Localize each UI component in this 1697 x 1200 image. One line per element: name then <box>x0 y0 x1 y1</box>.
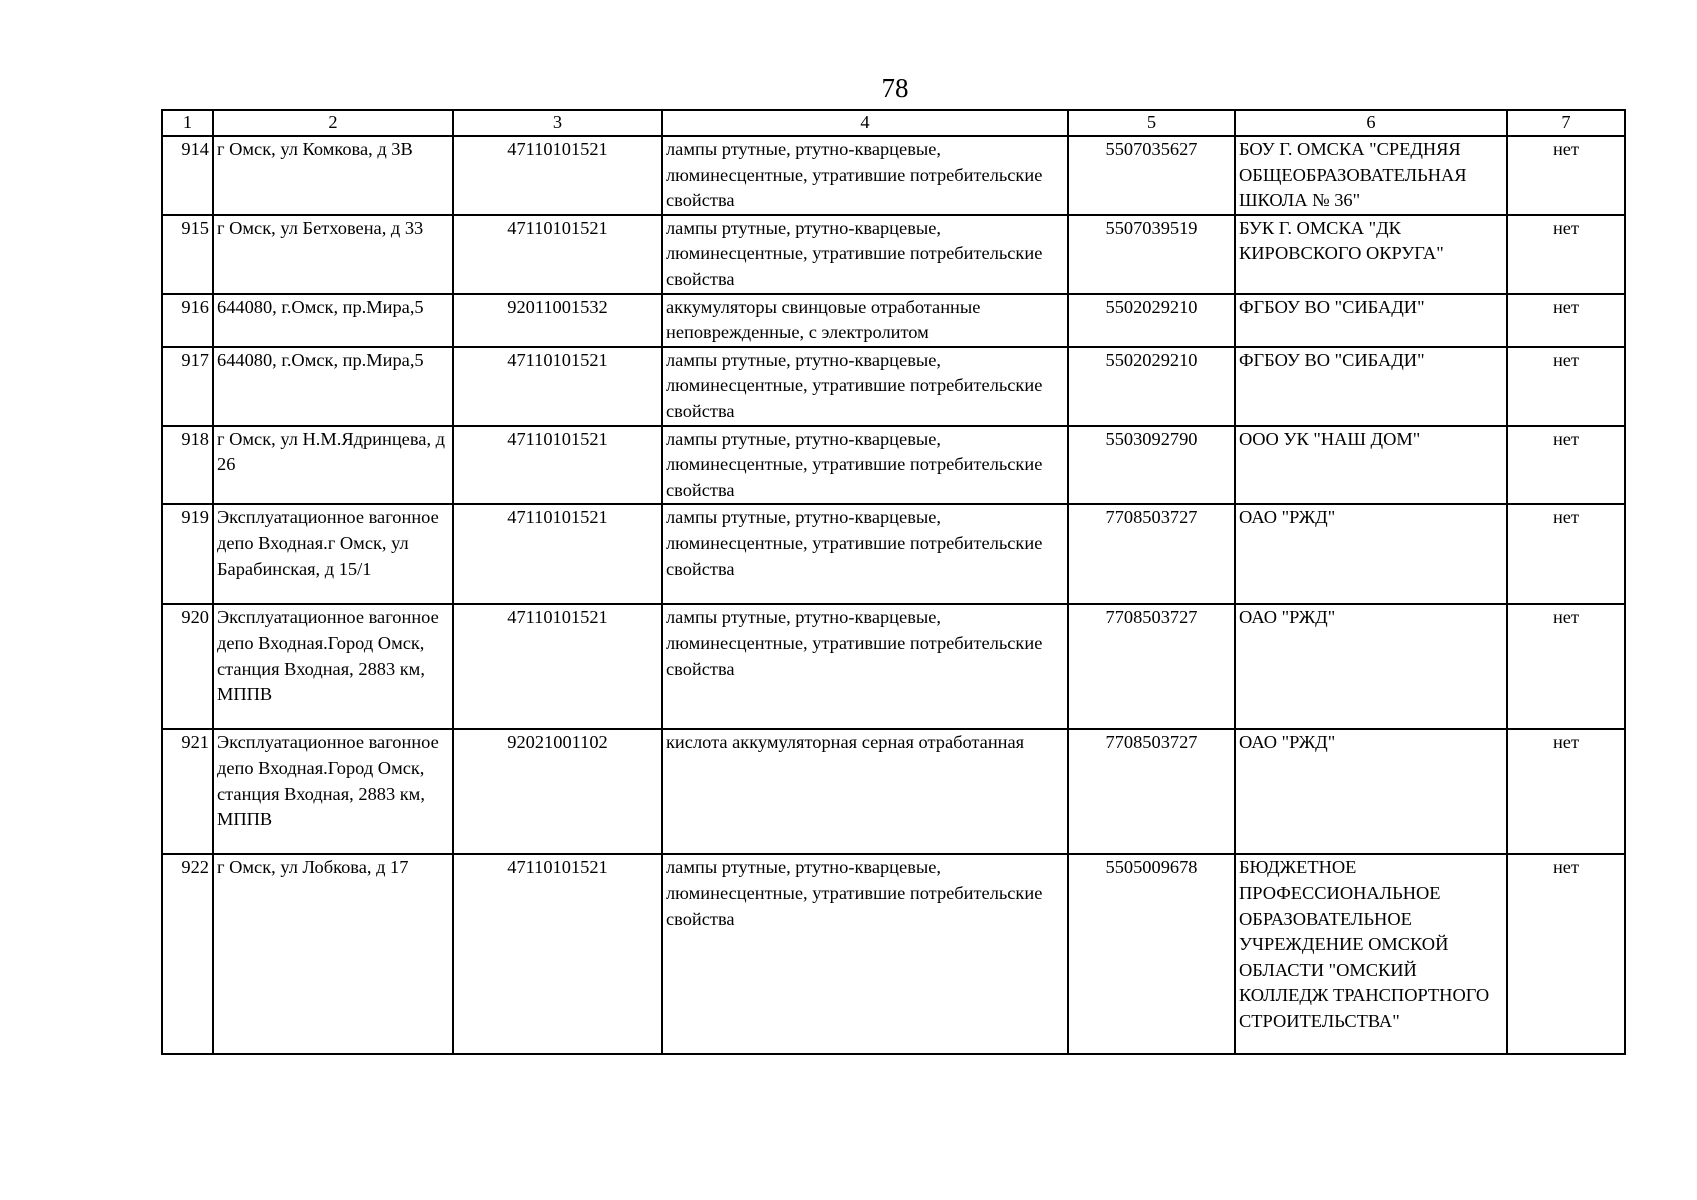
column-header-7: 7 <box>1507 110 1625 136</box>
flag-value: нет <box>1507 504 1625 604</box>
waste-code: 47110101521 <box>453 136 662 215</box>
organization-name: ОАО "РЖД" <box>1235 604 1507 729</box>
object-address: Эксплуатационное вагонное депо Входная.Город Омск, станция Входная, 2883 км, МППВ <box>213 604 453 729</box>
inn: 5503092790 <box>1068 426 1235 505</box>
waste-code: 47110101521 <box>453 215 662 294</box>
page-number: 78 <box>881 73 909 103</box>
organization-name: ОАО "РЖД" <box>1235 729 1507 854</box>
object-address: 644080, г.Омск, пр.Мира,5 <box>213 294 453 347</box>
flag-value: нет <box>1507 729 1625 854</box>
waste-code: 47110101521 <box>453 854 662 1054</box>
inn: 5507035627 <box>1068 136 1235 215</box>
inn: 7708503727 <box>1068 504 1235 604</box>
inn: 5507039519 <box>1068 215 1235 294</box>
waste-code: 47110101521 <box>453 347 662 426</box>
inn: 7708503727 <box>1068 729 1235 854</box>
waste-name: лампы ртутные, ртутно-кварцевые, люминесцентные, утратившие потребительские свойства <box>662 604 1068 729</box>
organization-name: БЮДЖЕТНОЕ ПРОФЕССИОНАЛЬНОЕ ОБРАЗОВАТЕЛЬНОЕ УЧРЕЖДЕНИЕ ОМСКОЙ ОБЛАСТИ "ОМСКИЙ КОЛЛЕДЖ ТРАНСПОРТНОГО СТРОИТЕЛЬСТВА" <box>1235 854 1507 1054</box>
waste-name: лампы ртутные, ртутно-кварцевые, люминесцентные, утратившие потребительские свойства <box>662 215 1068 294</box>
organization-name: БУК Г. ОМСКА "ДК КИРОВСКОГО ОКРУГА" <box>1235 215 1507 294</box>
table-row <box>162 426 1625 505</box>
column-number-row <box>162 110 1625 136</box>
waste-register-table <box>161 109 1626 1055</box>
organization-name: ФГБОУ ВО "СИБАДИ" <box>1235 347 1507 426</box>
table-row <box>162 604 1625 729</box>
organization-name: БОУ Г. ОМСКА "СРЕДНЯЯ ОБЩЕОБРАЗОВАТЕЛЬНАЯ ШКОЛА № 36" <box>1235 136 1507 215</box>
table-row <box>162 294 1625 347</box>
flag-value: нет <box>1507 215 1625 294</box>
column-header-2: 2 <box>213 110 453 136</box>
inn: 7708503727 <box>1068 604 1235 729</box>
row-number: 915 <box>162 215 213 294</box>
object-address: г Омск, ул Комкова, д 3В <box>213 136 453 215</box>
waste-code: 47110101521 <box>453 604 662 729</box>
flag-value: нет <box>1507 136 1625 215</box>
flag-value: нет <box>1507 604 1625 729</box>
waste-name: лампы ртутные, ртутно-кварцевые, люминесцентные, утратившие потребительские свойства <box>662 426 1068 505</box>
object-address: г Омск, ул Н.М.Ядринцева, д 26 <box>213 426 453 505</box>
flag-value: нет <box>1507 854 1625 1054</box>
column-header-6: 6 <box>1235 110 1507 136</box>
column-header-4: 4 <box>662 110 1068 136</box>
waste-code: 47110101521 <box>453 426 662 505</box>
flag-value: нет <box>1507 426 1625 505</box>
object-address: г Омск, ул Бетховена, д 33 <box>213 215 453 294</box>
waste-code: 92011001532 <box>453 294 662 347</box>
organization-name: ФГБОУ ВО "СИБАДИ" <box>1235 294 1507 347</box>
row-number: 916 <box>162 294 213 347</box>
row-number: 919 <box>162 504 213 604</box>
inn: 5502029210 <box>1068 294 1235 347</box>
row-number: 917 <box>162 347 213 426</box>
column-header-3: 3 <box>453 110 662 136</box>
table-row <box>162 347 1625 426</box>
waste-name: кислота аккумуляторная серная отработанная <box>662 729 1068 854</box>
table-row <box>162 729 1625 854</box>
table-row <box>162 854 1625 1054</box>
object-address: Эксплуатационное вагонное депо Входная.г Омск, ул Барабинская, д 15/1 <box>213 504 453 604</box>
row-number: 918 <box>162 426 213 505</box>
row-number: 914 <box>162 136 213 215</box>
column-header-1: 1 <box>162 110 213 136</box>
inn: 5502029210 <box>1068 347 1235 426</box>
waste-name: лампы ртутные, ртутно-кварцевые, люминесцентные, утратившие потребительские свойства <box>662 136 1068 215</box>
table-row <box>162 504 1625 604</box>
row-number: 920 <box>162 604 213 729</box>
flag-value: нет <box>1507 294 1625 347</box>
waste-code: 47110101521 <box>453 504 662 604</box>
object-address: Эксплуатационное вагонное депо Входная.Город Омск, станция Входная, 2883 км, МППВ <box>213 729 453 854</box>
flag-value: нет <box>1507 347 1625 426</box>
row-number: 921 <box>162 729 213 854</box>
waste-name: аккумуляторы свинцовые отработанные неповрежденные, с электролитом <box>662 294 1068 347</box>
waste-code: 92021001102 <box>453 729 662 854</box>
waste-name: лампы ртутные, ртутно-кварцевые, люминесцентные, утратившие потребительские свойства <box>662 504 1068 604</box>
object-address: г Омск, ул Лобкова, д 17 <box>213 854 453 1054</box>
waste-name: лампы ртутные, ртутно-кварцевые, люминесцентные, утратившие потребительские свойства <box>662 347 1068 426</box>
table-row <box>162 136 1625 215</box>
organization-name: ООО УК "НАШ ДОМ" <box>1235 426 1507 505</box>
row-number: 922 <box>162 854 213 1054</box>
column-header-5: 5 <box>1068 110 1235 136</box>
object-address: 644080, г.Омск, пр.Мира,5 <box>213 347 453 426</box>
organization-name: ОАО "РЖД" <box>1235 504 1507 604</box>
waste-name: лампы ртутные, ртутно-кварцевые, люминесцентные, утратившие потребительские свойства <box>662 854 1068 1054</box>
table-row <box>162 215 1625 294</box>
inn: 5505009678 <box>1068 854 1235 1054</box>
